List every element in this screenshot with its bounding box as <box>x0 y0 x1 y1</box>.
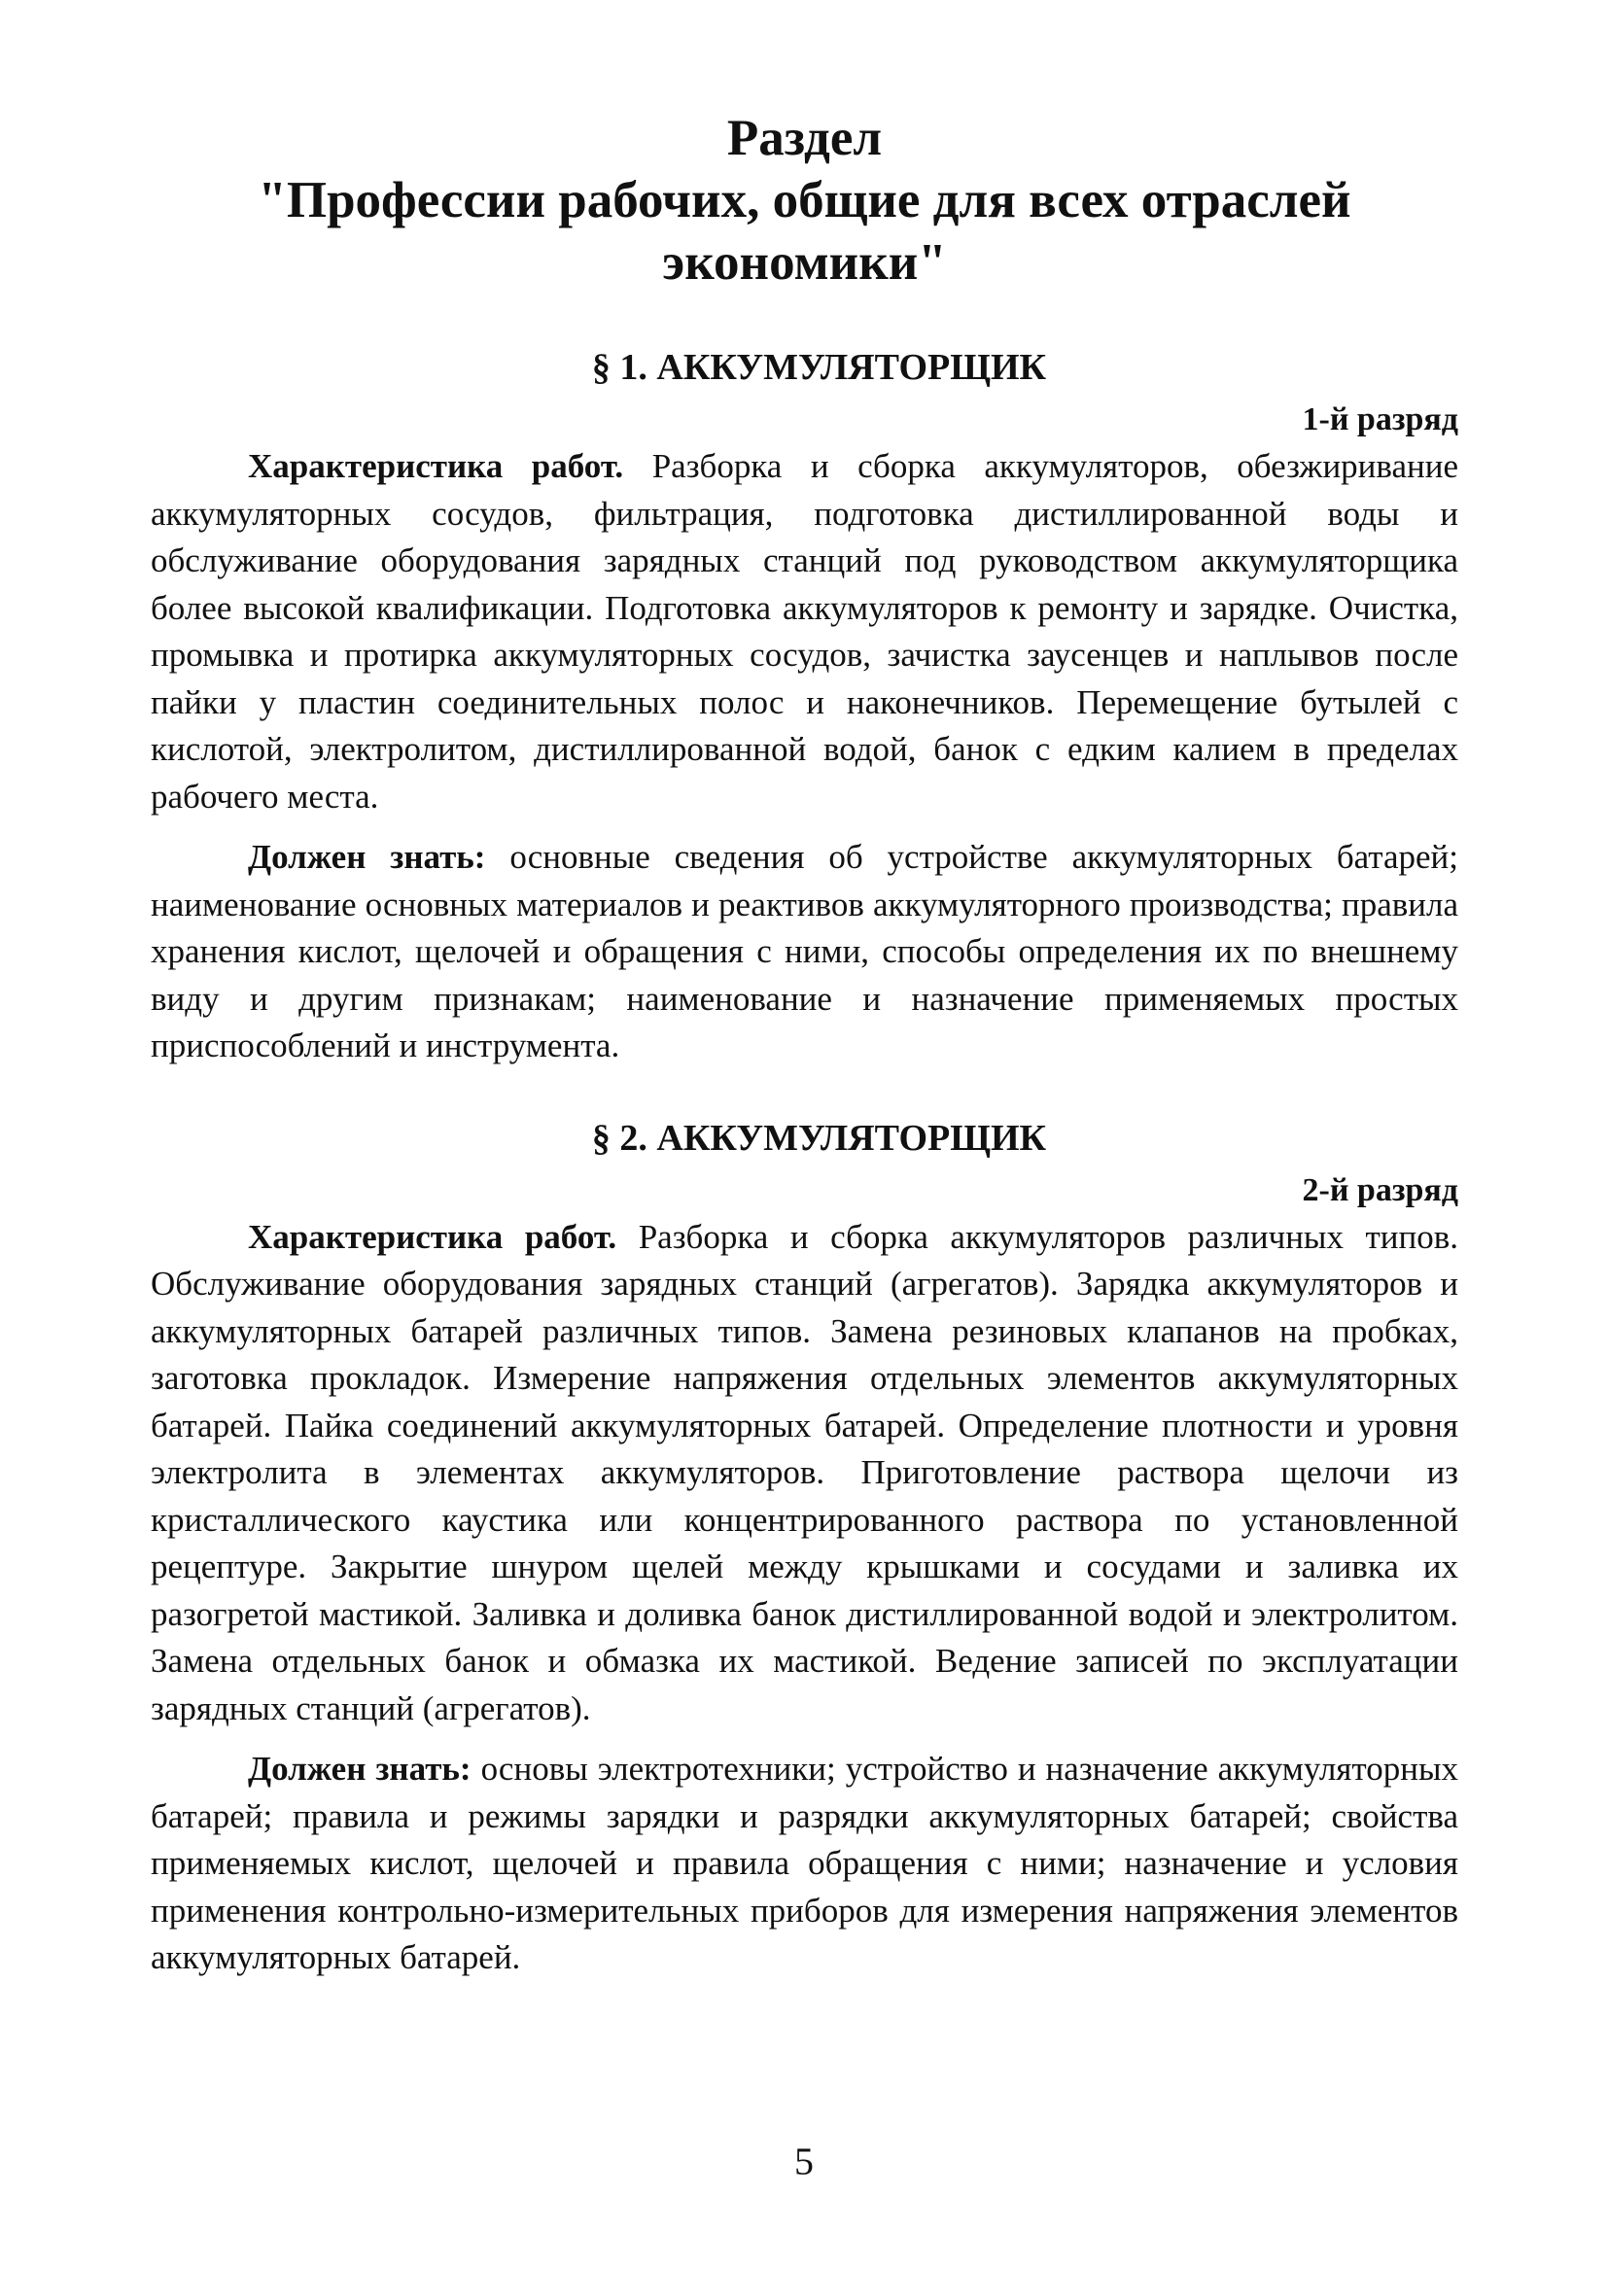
required-knowledge-text: основные сведения об устройстве аккумуляторных батарей; наименование основных материалов и реактивов аккумуляторного производства; правила хранения кислот, щелочей и обращения с ними, способы определения их по внешнему виду и другим признакам; наименование и назначение применяемых простых приспособлений и инструмента. <box>151 838 1459 1064</box>
work-characteristics-text: Разборка и сборка аккумуляторов, обезжиривание аккумуляторных сосудов, фильтрация, подготовка дистиллированной воды и обслуживание оборудования зарядных станций под руководством аккумуляторщика более высокой квалификации. Подготовка аккумуляторов к ремонту и зарядке. Очистка, промывка и протирка аккумуляторных сосудов, зачистка заусенцев и наплывов после пайки у пластин соединительных полос и наконечников. Перемещение бутылей с кислотой, электролитом, дистиллированной водой, банок с едким калием в пределах рабочего места. <box>151 447 1459 816</box>
part-title <box>151 107 1458 294</box>
required-knowledge-text: основы электротехники; устройство и назначение аккумуляторных батарей; правила и режимы зарядки и разрядки аккумуляторных батарей; свойства применяемых кислот, щелочей и правила обращения с ними; назначение и условия применения контрольно-измерительных приборов для измерения напряжения элементов аккумуляторных батарей. <box>151 1750 1458 1976</box>
required-knowledge-paragraph <box>151 834 1458 1070</box>
part-title-line-1: Раздел <box>726 110 883 166</box>
section-heading: § 1. АККУМУЛЯТОРЩИК <box>591 347 1047 388</box>
required-knowledge-label: Должен знать: <box>248 838 486 876</box>
section-heading: § 2. АККУМУЛЯТОРЩИК <box>591 1117 1047 1159</box>
work-characteristics-paragraph <box>151 443 1458 820</box>
grade-label: 1-й разряд <box>1302 401 1458 437</box>
part-title-line-2: "Профессии рабочих, общие для всех отраслей <box>258 172 1351 228</box>
section-2 <box>151 1115 1458 1982</box>
work-characteristics-label: Характеристика работ. <box>248 1217 617 1256</box>
document-page <box>151 107 1458 2027</box>
work-characteristics-paragraph <box>151 1214 1458 1733</box>
required-knowledge-paragraph <box>151 1746 1458 1982</box>
grade-label: 2-й разряд <box>1302 1171 1458 1208</box>
section-1 <box>151 344 1458 1070</box>
required-knowledge-label: Должен знать: <box>248 1750 472 1788</box>
part-title-line-3: экономики" <box>662 234 947 291</box>
work-characteristics-label: Характеристика работ. <box>248 447 624 485</box>
page-number: 5 <box>794 2139 814 2183</box>
work-characteristics-text: Разборка и сборка аккумуляторов различных типов. Обслуживание оборудования зарядных станций (агрегатов). Зарядка аккумуляторов и аккумуляторных батарей различных типов. Замена резиновых клапанов на пробках, заготовка прокладок. Измерение напряжения отдельных элементов аккумуляторных батарей. Пайка соединений аккумуляторных батарей. Определение плотности и уровня электролита в элементах аккумуляторов. Приготовление раствора щелочи из кристаллического каустика или концентрированного раствора по установленной рецептуре. Закрытие шнуром щелей между крышками и сосудами и заливка их разогретой мастикой. Заливка и доливка банок дистиллированной водой и электролитом. Замена отдельных банок и обмазка их мастикой. Ведение записей по эксплуатации зарядных станций (агрегатов). <box>151 1217 1459 1727</box>
